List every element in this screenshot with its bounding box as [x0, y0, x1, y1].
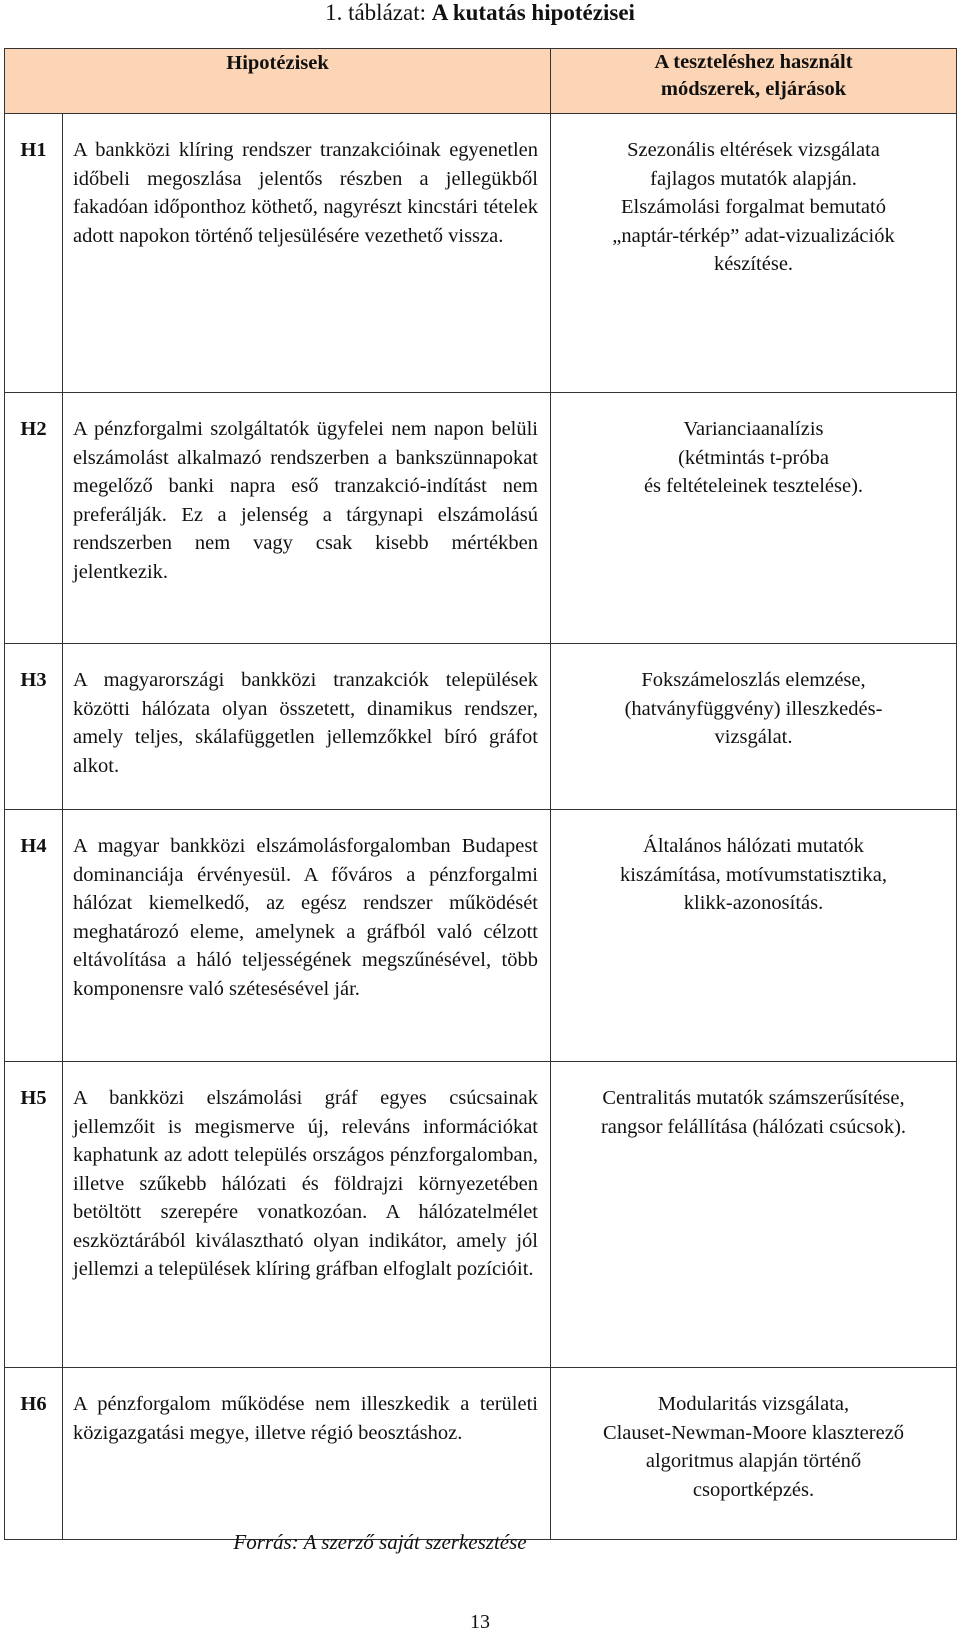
- page-number: 13: [470, 1611, 490, 1633]
- header-hypotheses: Hipotézisek: [5, 49, 551, 114]
- method-line: fajlagos mutatók alapján.: [650, 167, 857, 190]
- header-methods-line2: módszerek, eljárások: [660, 78, 847, 100]
- hypothesis-text: A pénzforgalmi szolgáltatók ügyfelei nem napon belüli elszámolást alkalmazó rendszerben a bankszünnapokat megelőző banki napra eső tranzakció-indítást nem preferálják. Ez a jelenség a tárgynapi elszámolású rendszerben nem vagy csak kisebb mértékben jelentkezik.: [63, 393, 551, 644]
- table-row-h6: [5, 1368, 957, 1540]
- method-line: csoportképzés.: [692, 1478, 815, 1501]
- source-note: Forrás: A szerző saját szerkesztése: [233, 1530, 527, 1554]
- table-caption: [0, 0, 960, 26]
- method-cell: [551, 1368, 957, 1540]
- caption-prefix: 1. táblázat:: [325, 0, 432, 25]
- method-line: vizsgálat.: [714, 726, 793, 748]
- method-cell: [551, 1062, 957, 1368]
- header-methods: [551, 49, 957, 114]
- hypothesis-id: H6: [5, 1368, 63, 1540]
- method-line: „naptár-térkép” adat-vizualizációk: [612, 224, 895, 247]
- method-line: (kétmintás t-próba: [678, 446, 829, 469]
- method-line: klikk-azonosítás.: [683, 892, 824, 914]
- method-cell: [551, 644, 957, 810]
- table-row-h5: [5, 1062, 957, 1368]
- method-line: és feltételeinek tesztelése).: [643, 475, 864, 497]
- method-line: készítése.: [713, 253, 794, 275]
- method-line: Szezonális eltérések vizsgálata: [627, 139, 880, 161]
- method-line: algoritmus alapján történő: [645, 1450, 862, 1472]
- hypothesis-id: H1: [5, 114, 63, 393]
- method-line: rangsor felállítása (hálózati csúcsok).: [600, 1115, 907, 1138]
- hypotheses-table: [4, 48, 957, 1540]
- method-cell: [551, 393, 957, 644]
- hypothesis-text: A magyarországi bankközi tranzakciók települések közötti hálózata olyan összetett, dinamikus rendszer, amely teljes, skálafüggetlen jellemzőkkel bíró gráfot alkot.: [63, 644, 551, 810]
- hypothesis-text: A bankközi elszámolási gráf egyes csúcsainak jellemzőit is megismerve új, releváns információkat kaphatunk az adott település országos pénzforgalomban, illetve szűkebb hálózati és földrajzi környezetében betöltött szerepére vonatkozóan. A hálózatelmélet eszköztárából kiválasztható olyan indikátor, amely jól jellemzi a települések klíring gráfban elfoglalt pozícióit.: [63, 1062, 551, 1368]
- method-line: Elszámolási forgalmat bemutató: [621, 196, 886, 218]
- caption-title: A kutatás hipotézisei: [431, 0, 635, 25]
- table-row-h1: [5, 114, 957, 393]
- hypothesis-id: H4: [5, 810, 63, 1062]
- hypothesis-text: A magyar bankközi elszámolásforgalomban Budapest dominanciája érvényesül. A főváros a pénzforgalmi hálózat kiemelkedő, az egész rendszer működését meghatározó eleme, amelynek a gráfból való célzott eltávolítása a háló teljességének megszűnésével, több komponensre való szétesésével jár.: [63, 810, 551, 1062]
- table-row-h2: [5, 393, 957, 644]
- method-line: Centralitás mutatók számszerűsítése,: [602, 1087, 905, 1109]
- method-line: Clauset-Newman-Moore klaszterező: [602, 1421, 905, 1444]
- method-line: Modularitás vizsgálata,: [657, 1393, 850, 1415]
- method-line: Fokszámeloszlás elemzése,: [641, 669, 866, 691]
- table-row-h4: [5, 810, 957, 1062]
- table-row-h3: [5, 644, 957, 810]
- hypothesis-id: H2: [5, 393, 63, 644]
- method-line: Általános hálózati mutatók: [643, 835, 864, 857]
- hypothesis-id: H5: [5, 1062, 63, 1368]
- method-line: Varianciaanalízis: [683, 418, 824, 440]
- method-line: (hatványfüggvény) illeszkedés-: [624, 697, 883, 720]
- hypothesis-id: H3: [5, 644, 63, 810]
- hypothesis-text: A pénzforgalom működése nem illeszkedik a területi közigazgatási megye, illetve régió beosztáshoz.: [63, 1368, 551, 1540]
- header-methods-line1: A teszteléshez használt: [654, 51, 853, 73]
- hypothesis-text: A bankközi klíring rendszer tranzakcióinak egyenetlen időbeli megoszlása jelentős részben a jellegükből fakadóan időponthoz köthető, nagyrészt kincstári tételek adott napokon történő teljesülésére vezethető vissza.: [63, 114, 551, 393]
- method-cell: [551, 114, 957, 393]
- method-cell: [551, 810, 957, 1062]
- table-header-row: [5, 49, 957, 114]
- method-line: kiszámítása, motívumstatisztika,: [619, 863, 888, 886]
